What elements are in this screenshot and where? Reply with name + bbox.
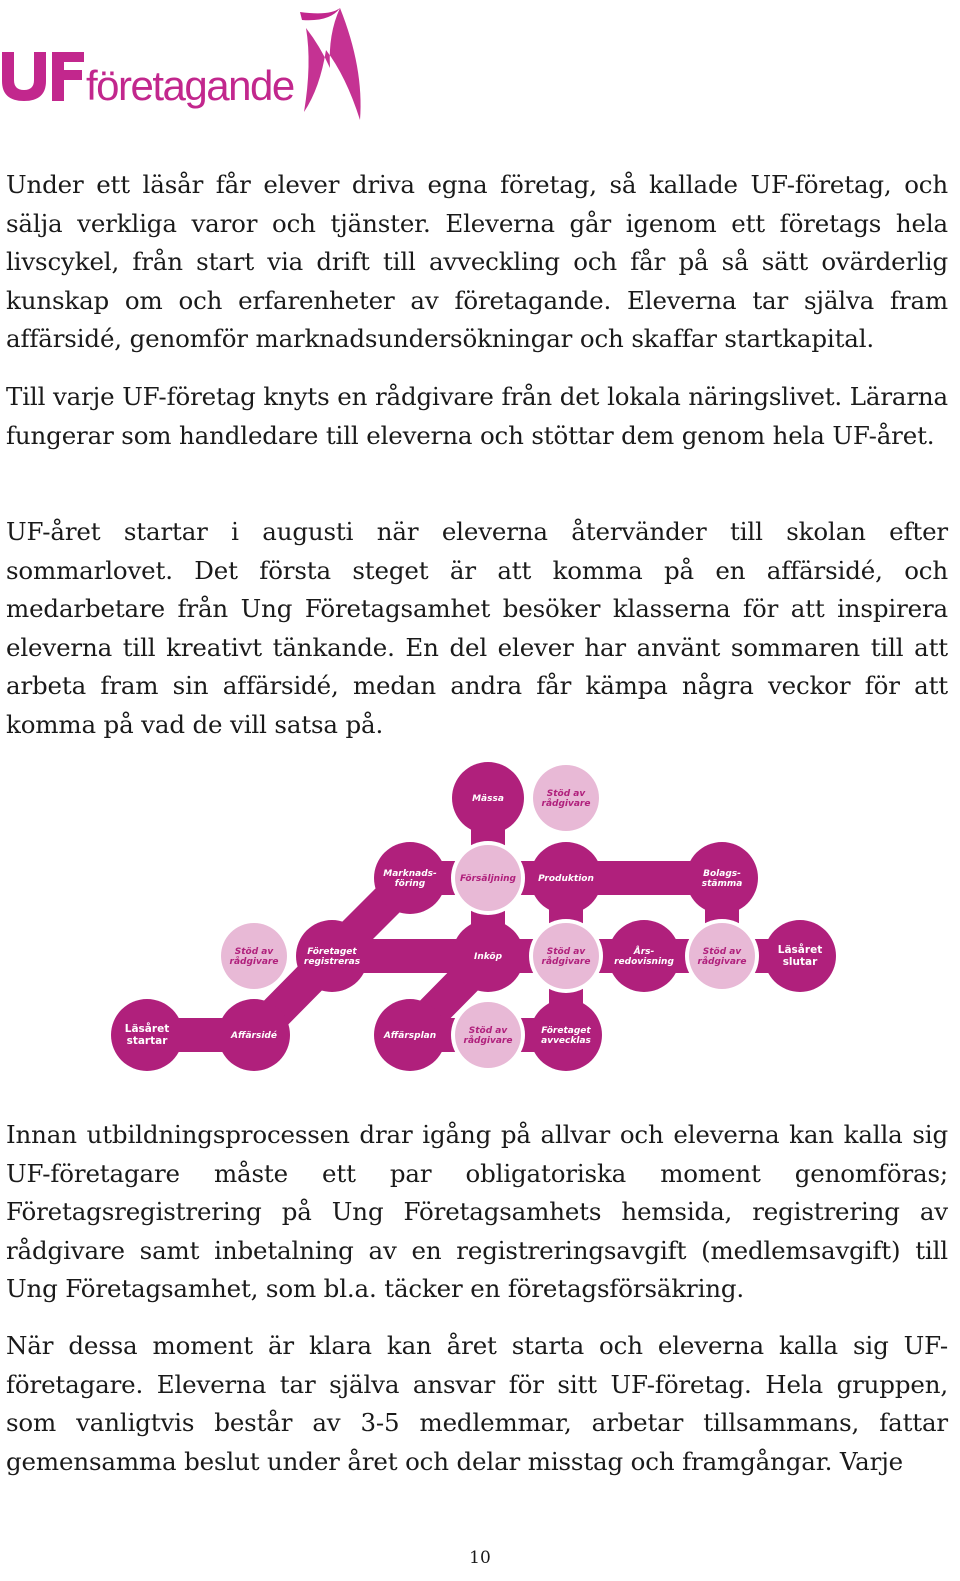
uf-foretagande-logo: [0, 0, 400, 150]
process-step-label: stämma: [701, 879, 743, 889]
process-step-label: Års-: [633, 947, 655, 957]
process-step-node: [685, 919, 759, 993]
process-step-node: [530, 999, 602, 1071]
process-step-label: rådgivare: [463, 1036, 513, 1046]
process-step-label: avvecklas: [541, 1036, 591, 1046]
process-step-node: [374, 842, 446, 914]
process-step-label: Bolags-: [703, 869, 741, 879]
process-step-node: [451, 841, 525, 915]
uf-year-process-diagram: [100, 760, 860, 1080]
process-step-label: Stöd av: [234, 947, 274, 957]
process-step-label: rådgivare: [541, 799, 591, 809]
process-step-label: Stöd av: [546, 947, 586, 957]
page-number: 10: [469, 1548, 491, 1568]
process-step-label: rådgivare: [697, 957, 747, 967]
process-step-node: [451, 998, 525, 1072]
process-step-label: Inköp: [473, 952, 503, 962]
process-step-node: [111, 999, 183, 1071]
process-step-label: Läsåret: [124, 1023, 170, 1035]
process-step-label: Marknads-: [383, 869, 437, 879]
process-step-label: Mässa: [472, 794, 504, 804]
process-step-label: föring: [394, 879, 426, 889]
process-step-label: Läsåret: [777, 944, 823, 956]
process-step-label: slutar: [782, 956, 818, 968]
process-step-node: [530, 842, 602, 914]
intro-paragraph: Under ett läsår får elever driva egna företag, så kallade UF-företag, och sälja verkliga varor och tjänster. Eleverna går igenom ett företags hela livscykel, från start via drift till avveckling och får på så sätt ovärderlig kunskap om och erfarenheter av företagande. Eleverna tar själva fram affärsidé, genomför marknadsundersökningar och skaffar startkapital.: [6, 170, 948, 353]
process-step-node: [764, 920, 836, 992]
process-step-label: registreras: [303, 957, 361, 967]
process-step-node: [296, 920, 368, 992]
process-step-label: Företaget: [541, 1026, 591, 1036]
process-step-label: Affärsidé: [231, 1031, 277, 1041]
process-step-label: Försäljning: [459, 874, 517, 884]
process-step-node: [452, 762, 524, 834]
process-step-label: Stöd av: [702, 947, 742, 957]
process-step-node: [374, 999, 446, 1071]
process-step-node: [452, 920, 524, 992]
process-step-label: Affärsplan: [383, 1031, 437, 1041]
process-step-node: [218, 999, 290, 1071]
process-step-label: startar: [126, 1035, 168, 1047]
process-step-label: Produktion: [538, 874, 594, 884]
process-step-node: [608, 920, 680, 992]
process-step-label: rådgivare: [229, 957, 279, 967]
process-step-label: redovisning: [614, 957, 674, 967]
process-step-node: [529, 919, 603, 993]
process-step-node: [686, 842, 758, 914]
start-paragraph: UF-året startar i augusti när eleverna återvänder till skolan efter sommarlovet. Det första steget är att komma på en affärsidé, och medarbetare från Ung Företagsamhet besöker klasserna för att inspirera eleverna till kreativt tänkande. En del elever har använt sommaren till att arbeta fram sin affärsidé, medan andra får kämpa några veckor för att komma på vad de vill satsa på.: [6, 517, 948, 739]
process-step-node: [529, 761, 603, 835]
process-step-label: Stöd av: [546, 789, 586, 799]
registration-paragraph: Innan utbildningsprocessen drar igång på allvar och eleverna kan kalla sig UF-företagare måste ett par obligatoriska moment genomföras; Företagsregistrering på Ung Företagsamhets hemsida, registrering av rådgivare samt inbetalning av en registreringsavgift (medlemsavgift) till Ung Företagsamhet, som bl.a. täcker en företagsförsäkring.: [6, 1120, 948, 1303]
process-step-label: Företaget: [307, 947, 357, 957]
process-step-node: [217, 919, 291, 993]
advisor-paragraph: Till varje UF-företag knyts en rådgivare från det lokala näringslivet. Lärarna fungerar som handledare till eleverna och stöttar dem genom hela UF-året.: [6, 382, 948, 450]
svg-text:företagande: företagande: [86, 62, 294, 109]
process-step-label: rådgivare: [541, 957, 591, 967]
team-paragraph: När dessa moment är klara kan året starta och eleverna kalla sig UF-företagare. Eleverna tar själva ansvar för sitt UF-företag. Hela gruppen, som vanligtvis består av 3-5 medlemmar, arbetar tillsammans, fattar gemensamma beslut under året och delar misstag och framgångar. Varje: [6, 1331, 948, 1476]
process-step-label: Stöd av: [468, 1026, 508, 1036]
